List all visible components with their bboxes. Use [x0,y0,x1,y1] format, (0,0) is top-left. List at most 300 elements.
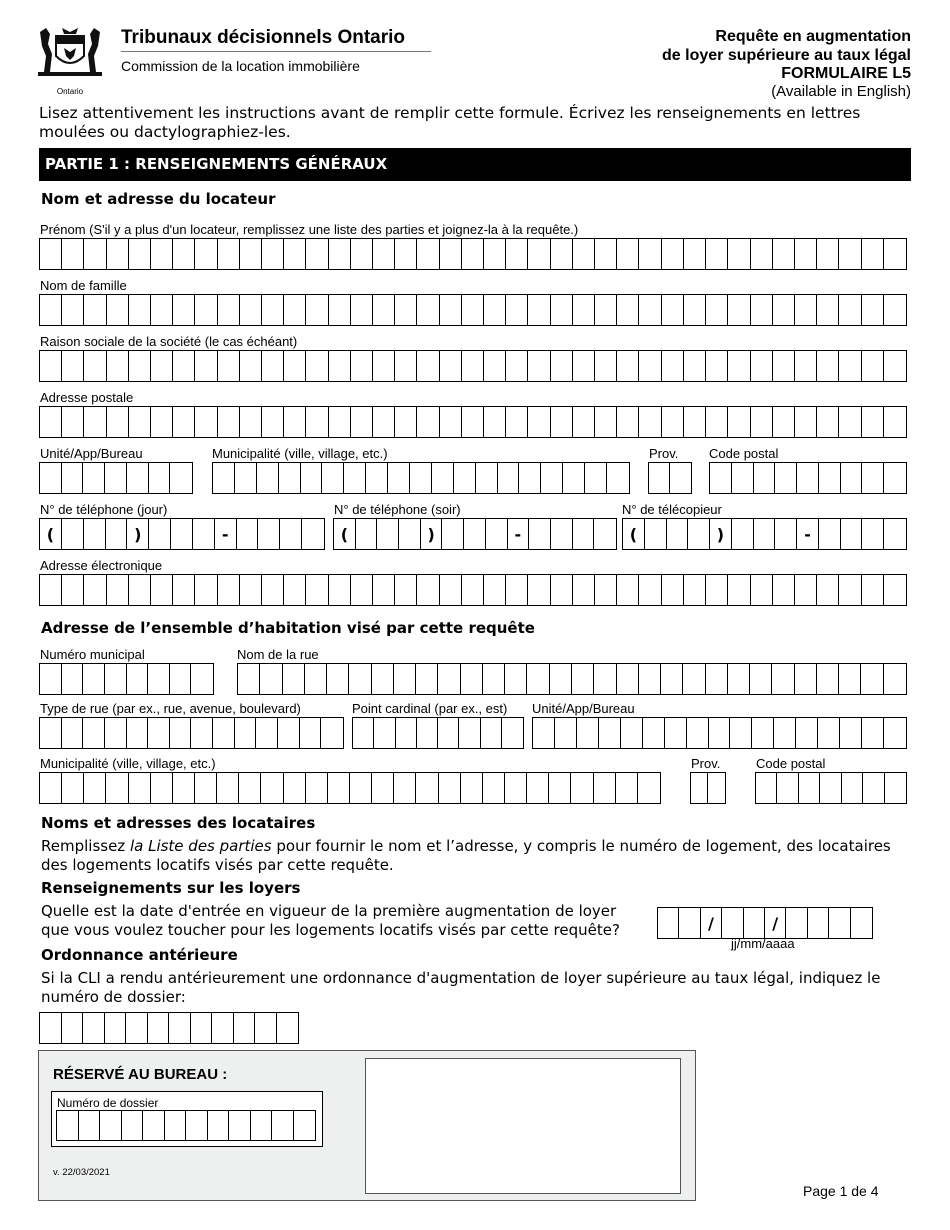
char-cell[interactable] [83,664,105,694]
char-cell[interactable] [213,463,235,493]
char-cell[interactable] [551,351,573,381]
char-cell[interactable] [240,295,262,325]
char-cell[interactable] [527,773,549,803]
complex-unit-field[interactable] [532,717,907,749]
char-cell[interactable] [484,575,506,605]
char-cell[interactable] [217,773,239,803]
char-cell[interactable] [122,1111,144,1140]
char-cell[interactable] [173,773,195,803]
char-cell[interactable] [442,519,464,549]
char-cell[interactable] [687,718,709,748]
char-cell[interactable] [151,295,173,325]
char-cell[interactable] [329,351,351,381]
char-cell[interactable] [171,519,193,549]
char-cell[interactable] [527,664,549,694]
char-cell[interactable] [573,239,595,269]
char-cell[interactable] [240,239,262,269]
char-cell[interactable] [639,407,661,437]
char-cell[interactable] [728,239,750,269]
char-cell[interactable] [62,519,84,549]
char-cell[interactable] [851,908,872,938]
char-cell[interactable] [786,908,807,938]
char-cell[interactable] [684,407,706,437]
char-cell[interactable] [440,351,462,381]
char-cell[interactable] [691,773,708,803]
char-cell[interactable] [773,575,795,605]
char-cell[interactable] [129,351,151,381]
char-cell[interactable] [795,407,817,437]
char-cell[interactable] [438,664,460,694]
char-cell[interactable] [262,575,284,605]
date-separator[interactable]: / [765,908,786,938]
char-cell[interactable] [329,407,351,437]
char-cell[interactable] [195,407,217,437]
char-cell[interactable] [127,718,149,748]
char-cell[interactable] [256,718,278,748]
char-cell[interactable] [818,718,840,748]
char-cell[interactable] [106,519,128,549]
phone-dash-mark[interactable]: - [797,519,819,549]
char-cell[interactable] [195,351,217,381]
char-cell[interactable] [799,773,820,803]
char-cell[interactable] [396,718,417,748]
char-cell[interactable] [238,664,260,694]
char-cell[interactable] [862,519,884,549]
char-cell[interactable] [616,773,638,803]
char-cell[interactable] [84,239,106,269]
char-cell[interactable] [306,773,328,803]
char-cell[interactable] [639,575,661,605]
char-cell[interactable] [555,718,577,748]
char-cell[interactable] [481,718,502,748]
char-cell[interactable] [218,239,240,269]
char-cell[interactable] [744,908,765,938]
char-cell[interactable] [284,407,306,437]
char-cell[interactable] [595,351,617,381]
char-cell[interactable] [839,664,861,694]
char-cell[interactable] [262,407,284,437]
char-cell[interactable] [234,1013,256,1043]
char-cell[interactable] [438,718,459,748]
char-cell[interactable] [773,407,795,437]
char-cell[interactable] [639,664,661,694]
char-cell[interactable] [862,239,884,269]
char-cell[interactable] [639,295,661,325]
char-cell[interactable] [817,575,839,605]
char-cell[interactable] [459,718,480,748]
char-cell[interactable] [840,718,862,748]
char-cell[interactable] [817,664,839,694]
char-cell[interactable] [306,575,328,605]
char-cell[interactable] [148,718,170,748]
postal-code-field[interactable] [709,462,907,494]
char-cell[interactable] [84,519,106,549]
char-cell[interactable] [208,1111,230,1140]
char-cell[interactable] [462,239,484,269]
char-cell[interactable] [377,519,399,549]
char-cell[interactable] [278,718,300,748]
char-cell[interactable] [305,664,327,694]
char-cell[interactable] [306,239,328,269]
char-cell[interactable] [571,773,593,803]
char-cell[interactable] [107,575,129,605]
char-cell[interactable] [191,1013,213,1043]
char-cell[interactable] [563,463,585,493]
phone-close-mark[interactable]: ) [710,519,732,549]
char-cell[interactable] [129,773,151,803]
char-cell[interactable] [329,239,351,269]
char-cell[interactable] [191,718,213,748]
char-cell[interactable] [79,1111,101,1140]
char-cell[interactable] [751,351,773,381]
char-cell[interactable] [283,664,305,694]
char-cell[interactable] [775,519,797,549]
char-cell[interactable] [83,1013,105,1043]
char-cell[interactable] [262,295,284,325]
char-cell[interactable] [84,575,106,605]
char-cell[interactable] [483,664,505,694]
first-name-field[interactable] [39,238,907,270]
char-cell[interactable] [462,295,484,325]
char-cell[interactable] [170,463,192,493]
char-cell[interactable] [502,718,523,748]
char-cell[interactable] [218,295,240,325]
char-cell[interactable] [842,773,863,803]
char-cell[interactable] [751,407,773,437]
char-cell[interactable] [528,575,550,605]
char-cell[interactable] [261,773,283,803]
char-cell[interactable] [193,519,215,549]
char-cell[interactable] [617,351,639,381]
phone-open-mark[interactable]: ( [40,519,62,549]
char-cell[interactable] [40,407,62,437]
char-cell[interactable] [795,295,817,325]
char-cell[interactable] [212,1013,234,1043]
char-cell[interactable] [862,463,884,493]
char-cell[interactable] [706,239,728,269]
char-cell[interactable] [239,773,261,803]
char-cell[interactable] [129,239,151,269]
char-cell[interactable] [665,718,687,748]
char-cell[interactable] [861,664,883,694]
char-cell[interactable] [862,575,884,605]
char-cell[interactable] [40,575,62,605]
street-number-field[interactable] [39,663,214,695]
char-cell[interactable] [551,295,573,325]
char-cell[interactable] [410,463,432,493]
char-cell[interactable] [40,718,62,748]
char-cell[interactable] [498,463,520,493]
char-cell[interactable] [262,351,284,381]
char-cell[interactable] [284,351,306,381]
char-cell[interactable] [351,351,373,381]
char-cell[interactable] [395,351,417,381]
char-cell[interactable] [862,407,884,437]
char-cell[interactable] [399,519,421,549]
char-cell[interactable] [372,773,394,803]
char-cell[interactable] [351,295,373,325]
street-type-field[interactable] [39,717,344,749]
char-cell[interactable] [772,664,794,694]
char-cell[interactable] [173,407,195,437]
char-cell[interactable] [638,773,660,803]
char-cell[interactable] [728,664,750,694]
char-cell[interactable] [191,664,213,694]
char-cell[interactable] [351,575,373,605]
char-cell[interactable] [440,407,462,437]
char-cell[interactable] [661,664,683,694]
char-cell[interactable] [839,575,861,605]
char-cell[interactable] [218,351,240,381]
char-cell[interactable] [373,407,395,437]
char-cell[interactable] [505,664,527,694]
char-cell[interactable] [454,463,476,493]
char-cell[interactable] [151,773,173,803]
char-cell[interactable] [533,718,555,748]
char-cell[interactable] [394,773,416,803]
char-cell[interactable] [862,718,884,748]
char-cell[interactable] [40,351,62,381]
char-cell[interactable] [173,351,195,381]
char-cell[interactable] [129,575,151,605]
char-cell[interactable] [40,463,62,493]
char-cell[interactable] [750,664,772,694]
char-cell[interactable] [417,575,439,605]
char-cell[interactable] [262,239,284,269]
char-cell[interactable] [607,463,629,493]
char-cell[interactable] [505,773,527,803]
char-cell[interactable] [775,463,797,493]
char-cell[interactable] [83,718,105,748]
char-cell[interactable] [440,295,462,325]
char-cell[interactable] [817,239,839,269]
char-cell[interactable] [235,718,257,748]
char-cell[interactable] [841,519,863,549]
char-cell[interactable] [394,664,416,694]
char-cell[interactable] [280,519,302,549]
char-cell[interactable] [349,664,371,694]
char-cell[interactable] [884,519,906,549]
char-cell[interactable] [417,351,439,381]
char-cell[interactable] [528,407,550,437]
char-cell[interactable] [710,463,732,493]
char-cell[interactable] [528,351,550,381]
char-cell[interactable] [461,664,483,694]
char-cell[interactable] [417,295,439,325]
char-cell[interactable] [839,239,861,269]
char-cell[interactable] [639,351,661,381]
char-cell[interactable] [127,664,149,694]
char-cell[interactable] [795,664,817,694]
char-cell[interactable] [649,463,670,493]
char-cell[interactable] [884,351,906,381]
char-cell[interactable] [329,575,351,605]
char-cell[interactable] [440,239,462,269]
phone-open-mark[interactable]: ( [334,519,356,549]
char-cell[interactable] [373,351,395,381]
char-cell[interactable] [884,239,906,269]
char-cell[interactable] [884,295,906,325]
char-cell[interactable] [62,664,84,694]
char-cell[interactable] [84,773,106,803]
char-cell[interactable] [551,519,573,549]
char-cell[interactable] [688,519,710,549]
char-cell[interactable] [728,575,750,605]
char-cell[interactable] [129,407,151,437]
char-cell[interactable] [617,407,639,437]
char-cell[interactable] [541,463,563,493]
char-cell[interactable] [237,519,259,549]
char-cell[interactable] [732,519,754,549]
char-cell[interactable] [862,295,884,325]
char-cell[interactable] [439,773,461,803]
char-cell[interactable] [841,463,863,493]
char-cell[interactable] [808,908,829,938]
char-cell[interactable] [483,773,505,803]
char-cell[interactable] [662,407,684,437]
char-cell[interactable] [754,519,776,549]
char-cell[interactable] [639,239,661,269]
char-cell[interactable] [862,351,884,381]
char-cell[interactable] [170,718,192,748]
char-cell[interactable] [306,295,328,325]
char-cell[interactable] [366,463,388,493]
char-cell[interactable] [151,351,173,381]
char-cell[interactable] [884,718,906,748]
char-cell[interactable] [169,1013,191,1043]
char-cell[interactable] [107,239,129,269]
char-cell[interactable] [218,575,240,605]
char-cell[interactable] [255,1013,277,1043]
char-cell[interactable] [148,664,170,694]
char-cell[interactable] [573,407,595,437]
char-cell[interactable] [251,1111,273,1140]
char-cell[interactable] [279,463,301,493]
char-cell[interactable] [885,773,906,803]
char-cell[interactable] [195,239,217,269]
char-cell[interactable] [795,351,817,381]
char-cell[interactable] [506,575,528,605]
char-cell[interactable] [40,1013,62,1043]
char-cell[interactable] [706,575,728,605]
char-cell[interactable] [83,463,105,493]
char-cell[interactable] [773,239,795,269]
phone-day-field[interactable] [39,518,325,550]
complex-province-field[interactable] [690,772,726,804]
char-cell[interactable] [100,1111,122,1140]
char-cell[interactable] [62,773,84,803]
char-cell[interactable] [62,295,84,325]
char-cell[interactable] [294,1111,316,1140]
char-cell[interactable] [417,239,439,269]
char-cell[interactable] [679,908,700,938]
char-cell[interactable] [684,239,706,269]
char-cell[interactable] [506,407,528,437]
mailing-address-field[interactable] [39,406,907,438]
fax-field[interactable] [622,518,907,550]
char-cell[interactable] [595,575,617,605]
char-cell[interactable] [484,351,506,381]
char-cell[interactable] [284,239,306,269]
char-cell[interactable] [257,463,279,493]
char-cell[interactable] [464,519,486,549]
char-cell[interactable] [573,351,595,381]
char-cell[interactable] [395,575,417,605]
char-cell[interactable] [417,718,438,748]
char-cell[interactable] [328,773,350,803]
char-cell[interactable] [284,295,306,325]
char-cell[interactable] [728,295,750,325]
char-cell[interactable] [322,463,344,493]
char-cell[interactable] [486,519,508,549]
char-cell[interactable] [416,664,438,694]
char-cell[interactable] [300,718,322,748]
char-cell[interactable] [617,664,639,694]
char-cell[interactable] [151,239,173,269]
char-cell[interactable] [40,664,62,694]
char-cell[interactable] [170,664,192,694]
char-cell[interactable] [577,718,599,748]
char-cell[interactable] [684,295,706,325]
char-cell[interactable] [662,295,684,325]
char-cell[interactable] [819,519,841,549]
char-cell[interactable] [617,239,639,269]
char-cell[interactable] [706,407,728,437]
char-cell[interactable] [351,239,373,269]
char-cell[interactable] [186,1111,208,1140]
char-cell[interactable] [356,519,378,549]
char-cell[interactable] [594,664,616,694]
phone-close-mark[interactable]: ) [127,519,149,549]
char-cell[interactable] [462,407,484,437]
char-cell[interactable] [839,407,861,437]
char-cell[interactable] [432,463,454,493]
char-cell[interactable] [728,407,750,437]
date-separator[interactable]: / [701,908,722,938]
char-cell[interactable] [599,718,621,748]
char-cell[interactable] [796,718,818,748]
char-cell[interactable] [550,664,572,694]
char-cell[interactable] [777,773,798,803]
char-cell[interactable] [395,239,417,269]
char-cell[interactable] [730,718,752,748]
char-cell[interactable] [373,575,395,605]
phone-open-mark[interactable]: ( [623,519,645,549]
char-cell[interactable] [417,407,439,437]
char-cell[interactable] [751,295,773,325]
char-cell[interactable] [84,351,106,381]
char-cell[interactable] [829,908,850,938]
char-cell[interactable] [388,463,410,493]
char-cell[interactable] [277,1013,299,1043]
char-cell[interactable] [40,239,62,269]
char-cell[interactable] [84,295,106,325]
char-cell[interactable] [773,295,795,325]
char-cell[interactable] [416,773,438,803]
complex-postal-field[interactable] [755,772,907,804]
char-cell[interactable] [884,664,906,694]
char-cell[interactable] [819,463,841,493]
char-cell[interactable] [774,718,796,748]
char-cell[interactable] [62,407,84,437]
char-cell[interactable] [484,295,506,325]
char-cell[interactable] [213,718,235,748]
char-cell[interactable] [476,463,498,493]
char-cell[interactable] [751,575,773,605]
char-cell[interactable] [107,295,129,325]
char-cell[interactable] [551,239,573,269]
char-cell[interactable] [683,664,705,694]
